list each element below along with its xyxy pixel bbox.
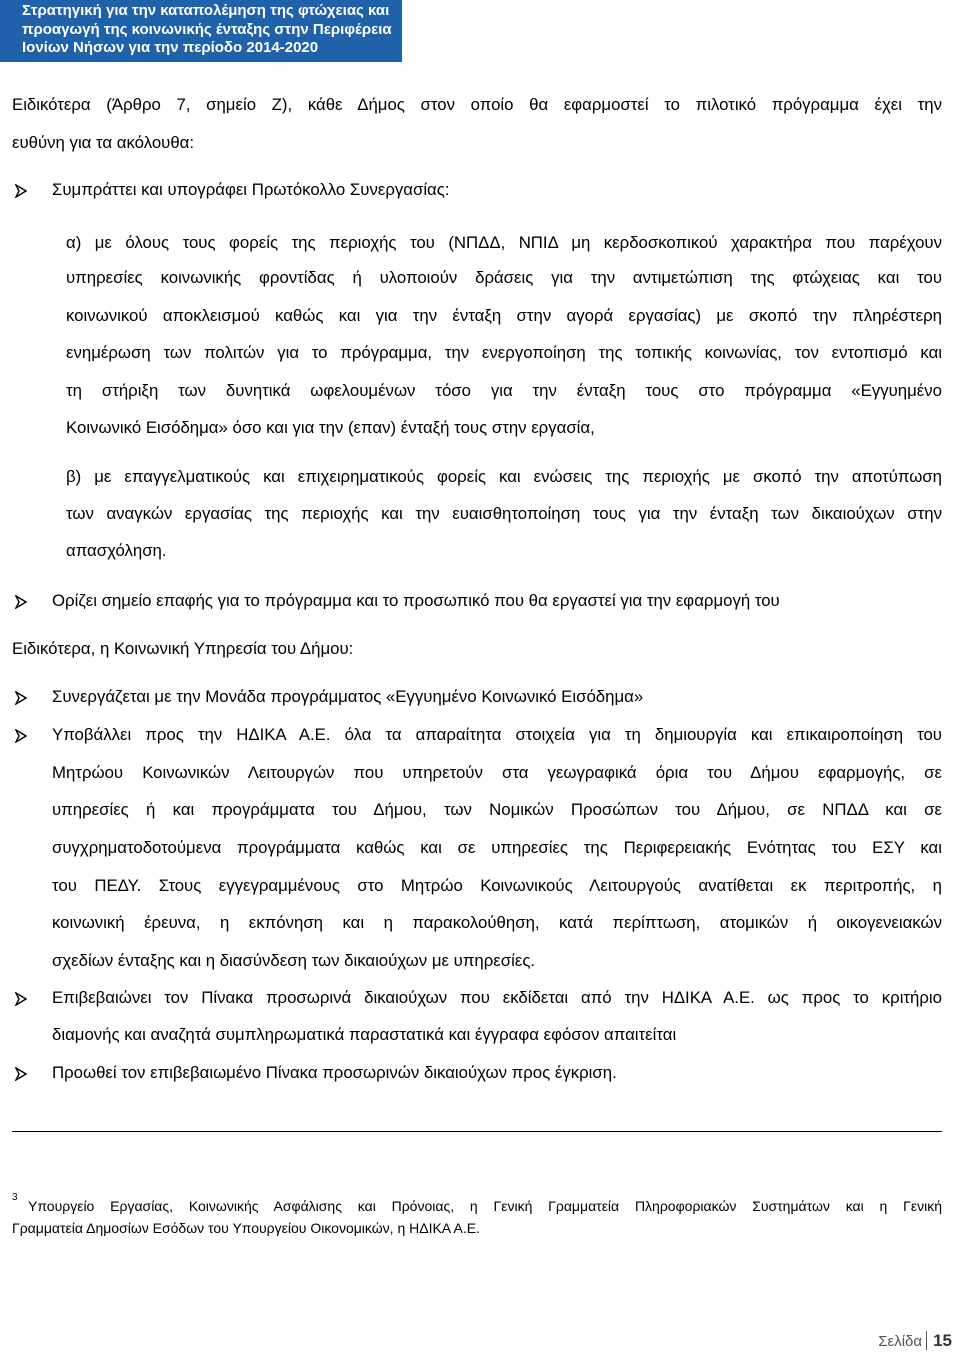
arrow-bullet-icon: [15, 184, 27, 198]
para-a-line-3: κοινωνικού αποκλεισμού καθώς και για την ένταξη στην αγορά εργασίας) με σκοπό την πληρέστερη: [66, 306, 942, 325]
page-label: Σελίδα: [878, 1333, 923, 1350]
bullet-6-text: Προωθεί τον επιβεβαιωμένο Πίνακα προσωρινών δικαιούχων προς έγκριση.: [52, 1063, 617, 1082]
document-header: [0, 0, 402, 62]
arrow-bullet-icon: [15, 729, 27, 743]
footnote-separator: [12, 1131, 942, 1132]
page-number: 15: [926, 1331, 952, 1350]
bullet-2-text: Ορίζει σημείο επαφής για το πρόγραμμα και το προσωπικό που θα εργαστεί για την εφαρμογή του: [52, 591, 780, 610]
social-service-intro: Ειδικότερα, η Κοινωνική Υπηρεσία του Δήμου:: [12, 639, 354, 658]
footnote-line-1: Υπουργείο Εργασίας, Κοινωνικής Ασφάλισης και Πρόνοιας, η Γενική Γραμματεία Πληροφοριακών Συστημάτων και η Γενική: [28, 1198, 942, 1214]
arrow-bullet-icon: [15, 1067, 27, 1081]
para-a-line-1: α) με όλους τους φορείς της περιοχής του (ΝΠΔΔ, ΝΠΙΔ μη κερδοσκοπικού χαρακτήρα που παρέχουν: [66, 233, 942, 252]
header-line-2: προαγωγή της κοινωνικής ένταξης στην Περιφέρεια: [22, 20, 392, 38]
bullet-5-line-1: Επιβεβαιώνει τον Πίνακα προσωρινά δικαιούχων που εκδίδεται από την ΗΔΙΚΑ Α.Ε. ως προς το κριτήριο: [52, 988, 942, 1007]
page-footer: [878, 1331, 952, 1351]
bullet-4-line-5: του ΠΕΔΥ. Στους εγγεγραμμένους στο Μητρώο Κοινωνικούς Λειτουργούς ανατίθεται εκ περιτροπής, η: [52, 876, 942, 895]
bullet-4-line-3: υπηρεσίες ή και προγράμματα του Δήμου, των Νομικών Προσώπων του Δήμου, σε ΝΠΔΔ και σε: [52, 800, 942, 819]
bullet-3-text: Συνεργάζεται με την Μονάδα προγράμματος «Εγγυημένο Κοινωνικό Εισόδημα»: [52, 687, 644, 706]
footnote-number: 3: [12, 1192, 18, 1203]
bullet-4-line-4: συγχρηματοδοτούμενα προγράμματα καθώς και σε υπηρεσίες της Περιφερειακής Ενότητας του ΕΣΥ και: [52, 838, 942, 857]
para-a-line-6: Κοινωνικό Εισόδημα» όσο και για την (επαν) ένταξή τους στην εργασία,: [66, 418, 595, 437]
para-b-line-3: απασχόληση.: [66, 541, 167, 560]
header-line-1: Στρατηγική για την καταπολέμηση της φτώχειας και: [22, 2, 390, 19]
arrow-bullet-icon: [15, 691, 27, 705]
bullet-4-line-1: Υποβάλλει προς την ΗΔΙΚΑ Α.Ε. όλα τα απαραίτητα στοιχεία για τη δημιουργία και επικαιροποίηση του: [52, 725, 942, 744]
header-line-3: Ιονίων Νήσων για την περίοδο 2014-2020: [22, 39, 319, 56]
arrow-bullet-icon: [15, 992, 27, 1006]
para-b-line-1: β) με επαγγελματικούς και επιχειρηματικούς φορείς και ενώσεις της περιοχής με σκοπό την αποτύπωση: [66, 467, 942, 486]
bullet-1-text: Συμπράττει και υπογράφει Πρωτόκολλο Συνεργασίας:: [52, 180, 450, 199]
bullet-5-line-2: διαμονής και αναζητά συμπληρωματικά παραστατικά και έγγραφα εφόσον απαιτείται: [52, 1025, 677, 1044]
bullet-4-line-6: κοινωνική έρευνα, η εκπόνηση και η παρακολούθηση, κατά περίπτωση, ατομικών ή οικογενειακών: [52, 913, 942, 932]
intro-line-2: ευθύνη για τα ακόλουθα:: [12, 133, 195, 152]
para-a-line-5: τη στήριξη των δυνητικά ωφελουμένων τόσο για την ένταξη τους στο πρόγραμμα «Εγγυημένο: [66, 381, 942, 400]
bullet-4-line-7: σχεδίων ένταξης και η διασύνδεση των δικαιούχων με υπηρεσίες.: [52, 951, 536, 970]
para-a-line-2: υπηρεσίες κοινωνικής φροντίδας ή υλοποιούν δράσεις για την αντιμετώπιση της φτώχειας και του: [66, 268, 942, 287]
para-a-line-4: ενημέρωση των πολιτών για το πρόγραμμα, την ενεργοποίηση της τοπικής κοινωνίας, τον εντοπισμό και: [66, 343, 942, 362]
para-b-line-2: των αναγκών εργασίας της περιοχής και την ευαισθητοποίηση τους για την ένταξη των δικαιούχων στην: [66, 504, 942, 523]
arrow-bullet-icon: [15, 595, 27, 609]
intro-line-1: Ειδικότερα (Άρθρο 7, σημείο Ζ), κάθε Δήμος στον οποίο θα εφαρμοστεί το πιλοτικό πρόγραμμα έχει την: [12, 95, 942, 114]
bullet-4-line-2: Μητρώου Κοινωνικών Λειτουργών που υπηρετούν στα γεωγραφικά όρια του Δήμου εφαρμογής, σε: [52, 763, 942, 782]
footnote-line-2: Γραμματεία Δημοσίων Εσόδων του Υπουργείου Οικονομικών, η ΗΔΙΚΑ Α.Ε.: [12, 1220, 480, 1236]
